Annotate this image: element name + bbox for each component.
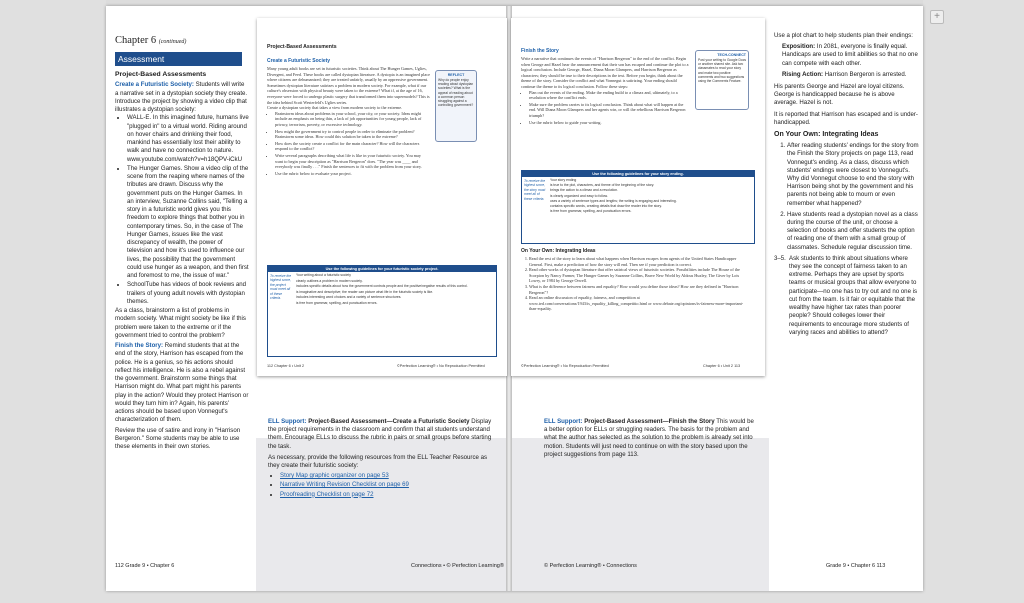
page-title: Project-Based Assessments [267, 44, 337, 50]
section-heading: Project-Based Assessments [115, 71, 207, 78]
list-item: • Plan out the events of the ending. Make the ending build to a climax and, ultimately, to a resolution where the conflict ends. [529, 90, 691, 101]
list-item: • Use the rubric below to evaluate your project. [275, 171, 430, 177]
page-footer-right: Grade 9 • Chapter 6 113 [826, 563, 886, 569]
page-footer-right: Chapter 6 • Unit 2 113 [703, 364, 741, 368]
finish-paragraph: Finish the Story: Remind students that at the end of the story, Harrison has escaped from the police. He is a genius, so his actions should reflect his intelligence. He is also a rebel against the government. Brainstorm some things that Harrison might do. What part might his parents play in the action? Would they protect Harrison or would they turn him in? Again, his parents' actions should be based upon Vonnegut's characterization of them. [115, 342, 249, 424]
expand-button[interactable]: + [930, 10, 944, 24]
reflect-box: REFLECT Why do people enjoy reading about dystopian societies? What is the appeal of reading about a common person struggling against a controlling government? [435, 70, 477, 142]
list-item: 1. After reading students' endings for the story from the Finish the Story projects on page 113, read Vonnegut's ending. As a class, discuss which students' endings were closest to Vonnegut's. Why did Vonnegut choose to end the story with Harrison being shot by the government and his parents not being able to mourn or even remember what happened? [787, 142, 919, 208]
brainstorm-paragraph: As a class, brainstorm a list of problems in modern society. What might society be like if this problem were taken to the extreme or if the government tried to control the problem? [115, 307, 246, 339]
chapter-heading: Chapter 6 (continued) [115, 35, 187, 46]
list-item: • WALL-E. In this imagined future, humans live "plugged in" to a virtual world. Riding around on hover chairs and drinking their food, mankind has essentially lost their ability to walk and have no connection to nature. www.youtube.com/watch?v=h18QPV-iCkU [127, 114, 249, 164]
rubric-table: Use the following guidelines for your story ending. To receive the highest score, the story must meet all of these criteria. Your story ending is true to the plot, characters, and theme of the beginning of the story. brings the action to a climax and a resolution. is clearly organized and easy to follow. uses a variety of sentence types and lengths; the writing is engaging and interesting. contains specific words, creating details that draw the reader into the story. is free from grammar, spelling, and punctuation errors. [521, 170, 755, 244]
revision-checklist-link[interactable]: Narrative Writing Revision Checklist on page 69 [280, 481, 409, 489]
list-item: 2. Have students read a dystopian novel as a class during the course of the unit, or choose a selection of books and offer students the option of reading one of them with a small group of classmates. Schedule regular discussion time. [787, 211, 919, 252]
list-item: 1. Read the rest of the story to learn about what happens when Harrison escapes from agents of the United States Handicapper General. First, make a prediction of how the story will end. Then see if your prediction is correct. [529, 256, 749, 267]
rubric-row: includes specific details about how the government controls people and the positive/negative results of this control. [296, 284, 468, 289]
proofreading-checklist-link[interactable]: Proofreading Checklist on page 72 [280, 490, 374, 498]
list-item: • Write several paragraphs describing what life is like in your futuristic society. You may want to begin your description as "Harrison Bergeron" does. "The year was ____ and everybody was finally . . ." Finish the sentences to fit with the problem from your story. [275, 153, 430, 170]
rubric-row: is clearly organized and easy to follow. [550, 193, 608, 198]
left-margin-text [115, 71, 249, 451]
page-footer-left: 112 Chapter 6 • Unit 2 [267, 364, 305, 368]
page-footer-right: ©Perfection Learning® • No Reproduction Permitted [397, 364, 485, 368]
student-page-112 [257, 18, 507, 376]
body-text: Many young adult books are set in futuristic societies. Think about The Hunger Games, Uglies, Divergent, and Feed. These books are called dystopian literature. A dystopia is an imagined place where citizens are dehumanized; they are treated unfairly, usually by an oppressive government. Sometimes dystopian literature satirizes a problem in modern society. For example, what if our culture's obsession with physical beauty were taken to the extreme? What if, at the age of 16, everyone were forced to undergo plastic surgery that transformed them into supermodels? This is the idea behind Scott Westerfeld's Uglies series. Create a dystopian society that takes a view from modern society to the extreme. • Brainstorm ideas about problems in your school, your city, or your society. Ideas might include an emphasis on being thin, a lack of job opportunities for young people, lack of privacy, terrorism, poverty, or excessive technology. • How might the government try to control people in order to eliminate the problem? Brainstorm some ideas. How could this solution be taken to the extreme? • How does the society create a conflict for the main character? How will the characters respond to the conflict? • Write several paragraphs describing what life is like in your futuristic society. You may want to begin your description as "Harrison Bergeron" does. "The year was ____ and everybody was finally . . ." Finish the sentences to fit with the problem from your story. • Use the rubric below to evaluate your project. [267, 66, 430, 177]
left-teacher-margin [106, 6, 256, 591]
rubric-table: Use the following guidelines for your futuristic society project. To receive the highest score, the project must meet all of these criteria. Your writing about a futuristic society clearly outlines a problem in modern society. includes specific details about how the government controls people and the positive/negative results of this control. is imaginative and descriptive; the reader can picture what life in the futuristic society is like. includes interesting word choices and a variety of sentence structures. is free from grammar, spelling, and punctuation errors. [267, 265, 497, 357]
subsection-title: Create a Futuristic Society [267, 58, 331, 64]
list-item: • Brainstorm ideas about problems in your school, your city, or your society. Ideas might include an emphasis on being thin, a lack of job opportunities for young people, lack of privacy, terrorism, poverty, or excessive technology. [275, 111, 430, 128]
ell-support-left: ELL Support: Project-Based Assessment—Create a Futuristic Society Display the project requirements in the classroom and confirm that all students understand them. Encourage ELLs to discuss the rubric in pairs or small groups before starting the task. As necessary, provide the following resources from the ELL Teacher Resource as they create their futuristic society: • Story Map graphic organizer on page 53 • Narrative Writing Revision Checklist on page 69 • Proofreading Checklist on page 72 [268, 418, 494, 500]
ell-footer-right: © Perfection Learning® • Connections [544, 563, 637, 569]
rubric-row: uses a variety of sentence types and lengths; the writing is engaging and interesting. [550, 198, 677, 203]
rubric-row: clearly outlines a problem in modern society. [296, 278, 363, 283]
list-item: • SchoolTube has videos of book reviews and trailers of young adult novels with dystopian themes. [127, 281, 249, 306]
review-paragraph: Review the use of satire and irony in "Harrison Bergeron." Some students may be able to use these elements in their own stories. [115, 426, 241, 450]
page-footer: 112 Grade 9 • Chapter 6 [115, 563, 175, 569]
list-item: • Make sure the problem carries to its logical conclusion. Think about what will happen at the end. Will Diana Moon Glampers and her agents win, or will the rebellious Harrison Bergeron triumph? [529, 102, 691, 119]
list-item: • The Hunger Games. Show a video clip of the scene from the reaping where names of the tributes are drawn. Discuss why the government puts on the Hunger Games. In an interview, Suzanne Collins said, "Telling a story in a futuristic world gives you this freedom to explore things that bother you in contemporary times. So, in the case of The Hunger Games, issues like the vast discrepancy of wealth, the power of television and how it's used to influence our lives, the possibility that the government could use hunger as a weapon, and then first and foremost to me, the issue of war." [127, 165, 249, 281]
body-text: Write a narrative that continues the events of "Harrison Bergeron" to the end of the conflict. Begin when George and Hazel hear the announcement that their son has escaped and continue the plot to a logical conclusion. Include George, Hazel, Diana Moon Glampers, and Harrison Bergeron as characters; they should be true to their descriptions in the text. Before you begin, think about the theme of the story. Consider the conflict and what Vonnegut is satirizing. Your ending should continue the theme to its logical conclusion. Follow these steps: • Plan out the events of the ending. Make the ending build to a climax and, ultimately, to a resolution where the conflict ends. • Make sure the problem carries to its logical conclusion. Think about what will happen at the end. Will Diana Moon Glampers and her agents win, or will the rebellious Harrison Bergeron triumph? • Use the rubric below to guide your writing. [521, 56, 691, 126]
right-margin-text: Use a plot chart to help students plan their endings: Exposition: In 2081, everyone is finally equal. Handicaps are used to limit abilities so that no one can compete with each other. Rising Action: Harrison Bergeron is arrested. His parents George and Hazel are loyal citizens. George is handicapped because he is above average. Hazel is not. It is reported that Harrison has escaped and is under-handicapped. On Your Own: Integrating Ideas 1. After reading students' endings for the story from the Finish the Story projects on page 113, read Vonnegut's ending. As a class, discuss which students' endings were closest to Vonnegut's. Why did Vonnegut choose to end the story with Harrison being shot by the government and his parents not being able to mourn or even remember what happened? 2. Have students read a dystopian novel as a class during the course of the unit, or choose a selection of books and offer students the option of reading one of them with a small group of classmates. Schedule regular discussion time. 3–5. Ask students to think about situations where they see the concept of fairness taken to an extreme. Perhaps they are upset by sports teams or musical groups that allow everyone to participate—no one has to try out and no one is cut from the team. Is it fair or equitable that the wealthy have higher tax rates than poorer people? Should colleges lower their requirements to encourage more students of varying races and abilities to attend? [774, 32, 919, 337]
rubric-row: is imaginative and descriptive; the reader can picture what life in the futuristic society is like. [296, 289, 434, 294]
page-footer-left: ©Perfection Learning® • No Reproduction Permitted [521, 364, 609, 368]
student-page-113 [511, 18, 765, 376]
create-paragraph: Create a Futuristic Society: Students will write a narrative set in a dystopian society they create. Introduce the project by showing a video clip that illustrates a dystopian society: [115, 81, 248, 113]
viewer-background-left [0, 0, 106, 603]
own-title: On Your Own: Integrating Ideas [521, 248, 596, 254]
own-title: On Your Own: Integrating Ideas [774, 131, 879, 139]
rubric-row: includes interesting word choices and a variety of sentence structures. [296, 295, 402, 300]
video-list [115, 114, 249, 306]
rubric-row: contains specific words, creating details that draw the reader into the story. [550, 204, 662, 209]
ell-support-right: ELL Support: Project-Based Assessment—Finish the Story This would be a better option for ELLs or struggling readers. The basis for the problem and what the author has selected as the solution to the problem is already set into motion. Students will just need to continue on with the story based upon the project suggestions from page 113. [544, 418, 754, 458]
viewer-background-right [923, 0, 1024, 603]
rubric-row: is true to the plot, characters, and theme of the beginning of the story. [550, 183, 655, 188]
list-item: • How might the government try to control people in order to eliminate the problem? Brainstorm some ideas. How could this solution be taken to the extreme? [275, 129, 430, 140]
viewer-background-bottom [0, 591, 1024, 603]
book-spread [106, 6, 923, 591]
subsection-title: Finish the Story [521, 48, 559, 54]
list-item: 4. Read an online discussion of equality, fairness, and competition at www.ted.com/conversations/1943/is_equality_killing_competitio.html or www.debate.org/opinions/is-fairness-more-important-than-equality. [529, 295, 749, 312]
own-list [521, 256, 749, 312]
list-item: • Use the rubric below to guide your writing. [529, 120, 691, 126]
tech-connect-box: TECH-CONNECT Post your writing to Google Docs or another shared site. Ask two classmates to read your story and make two positive comments and two suggestions using the Comments Feature. [695, 50, 749, 110]
rubric-row: Your story ending [550, 178, 577, 182]
list-item: 2. Read other works of dystopian literature that offer satirical views of futuristic societies. Possibilities include The House of the Scorpion by Nancy Farmer, The Hunger Games by Suzanne Collins, Brave New World by Aldous Huxley, The Giver by Lois Lowry, or 1984 by George Orwell. [529, 267, 749, 284]
rubric-row: is free from grammar, spelling, and punctuation errors. [296, 300, 378, 305]
list-item: 3. What is the difference between fairness and equality? How would you define those ideas? How are they defined in "Harrison Bergeron"? [529, 284, 749, 295]
story-map-link[interactable]: Story Map graphic organizer on page 53 [280, 472, 389, 480]
rubric-row: Your writing about a futuristic society [296, 273, 351, 277]
assessment-bar: Assessment [115, 52, 242, 66]
ell-footer-left: Connections • © Perfection Learning® [411, 563, 504, 569]
rubric-row: is free from grammar, spelling, and punctuation errors. [550, 209, 632, 214]
rubric-row: brings the action to a climax and a resolution. [550, 188, 619, 193]
list-item: • How does the society create a conflict for the main character? How will the characters respond to the conflict? [275, 141, 430, 152]
